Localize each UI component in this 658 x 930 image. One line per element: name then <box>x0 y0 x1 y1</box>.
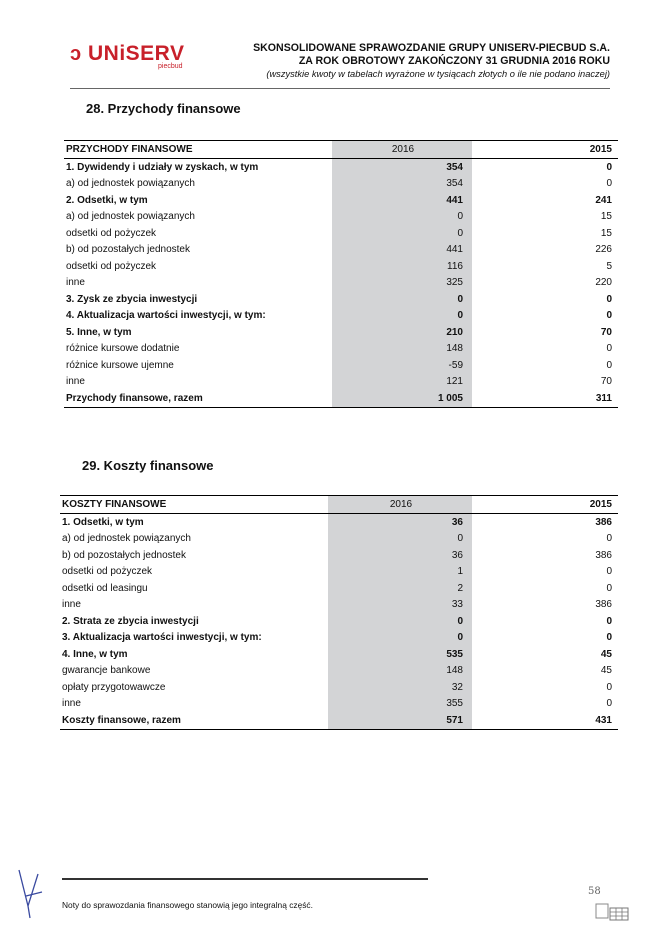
value-2016: 535 <box>328 646 472 663</box>
logo-subtext: piecbud <box>158 63 183 70</box>
table-row <box>60 712 618 729</box>
value-2016: 0 <box>328 613 472 630</box>
row-label: 5. Inne, w tym <box>66 326 132 338</box>
value-2016: -59 <box>332 357 472 374</box>
row-label: 4. Aktualizacja wartości inwestycji, w tym: <box>66 310 266 322</box>
value-2016: 148 <box>332 341 472 358</box>
table-row <box>64 324 618 341</box>
value-2015: 0 <box>606 582 612 594</box>
table-header-row <box>64 141 618 159</box>
header-line-1: SKONSOLIDOWANE SPRAWOZDANIE GRUPY UNISERV-PIECBUD S.A. <box>253 42 610 54</box>
table-header-2016: 2016 <box>332 141 472 159</box>
document-header <box>190 42 610 80</box>
value-2015: 15 <box>600 211 612 223</box>
value-2016: 2 <box>328 580 472 597</box>
value-2015: 0 <box>606 681 612 693</box>
value-2016: 210 <box>332 324 472 341</box>
value-2016: 0 <box>332 308 472 325</box>
value-2016: 36 <box>328 547 472 564</box>
section-28-title: 28. Przychody finansowe <box>86 101 241 116</box>
value-2015: 386 <box>595 599 612 611</box>
costs-table <box>60 495 618 730</box>
table-row <box>64 159 618 176</box>
value-2015: 241 <box>595 194 612 206</box>
row-label: 1. Odsetki, w tym <box>62 516 144 528</box>
table-row <box>60 514 618 531</box>
value-2015: 45 <box>600 665 612 677</box>
header-divider <box>70 88 610 89</box>
table-header-row <box>60 496 618 514</box>
footer-note: Noty do sprawozdania finansowego stanowią jego integralną część. <box>62 900 313 910</box>
row-label: 1. Dywidendy i udziały w zyskach, w tym <box>66 161 259 173</box>
value-2016: 354 <box>332 159 472 176</box>
value-2016: 148 <box>328 663 472 680</box>
table-row <box>60 663 618 680</box>
value-2015: 5 <box>606 260 612 272</box>
table-row <box>64 176 618 193</box>
table-row <box>60 547 618 564</box>
table-row <box>60 597 618 614</box>
value-2015: 220 <box>595 277 612 289</box>
value-2016: 0 <box>332 209 472 226</box>
row-label: a) od jednostek powiązanych <box>62 533 191 545</box>
value-2015: 226 <box>595 244 612 256</box>
value-2015: 0 <box>606 359 612 371</box>
value-2016: 116 <box>332 258 472 275</box>
table-row <box>64 258 618 275</box>
value-2016: 1 005 <box>332 390 472 407</box>
value-2015: 70 <box>600 376 612 388</box>
value-2015: 0 <box>606 161 612 173</box>
section-29-title: 29. Koszty finansowe <box>82 458 214 473</box>
value-2016: 1 <box>328 564 472 581</box>
row-label: b) od pozostałych jednostek <box>66 244 190 256</box>
value-2015: 0 <box>606 698 612 710</box>
row-label: 2. Strata ze zbycia inwestycji <box>62 615 199 627</box>
value-2015: 0 <box>606 293 612 305</box>
header-line-2: ZA ROK OBROTOWY ZAKOŃCZONY 31 GRUDNIA 2016 ROKU <box>298 55 610 67</box>
row-label: 2. Odsetki, w tym <box>66 194 148 206</box>
table-row <box>64 357 618 374</box>
row-label: różnice kursowe dodatnie <box>66 343 180 355</box>
row-label: inne <box>62 599 81 611</box>
value-2016: 32 <box>328 679 472 696</box>
stamp-mark <box>592 900 632 922</box>
value-2016: 0 <box>332 225 472 242</box>
logo-swirl-icon: ↄ <box>70 43 82 65</box>
value-2016: 0 <box>328 630 472 647</box>
value-2016: 0 <box>332 291 472 308</box>
value-2015: 0 <box>606 615 612 627</box>
value-2015: 70 <box>600 326 612 338</box>
value-2016: 354 <box>332 176 472 193</box>
row-label: odsetki od pożyczek <box>66 227 157 239</box>
table-row <box>64 242 618 259</box>
value-2015: 0 <box>606 310 612 322</box>
table-header-2015: 2015 <box>472 141 618 159</box>
row-label: Przychody finansowe, razem <box>64 390 332 407</box>
row-label: a) od jednostek powiązanych <box>66 178 195 190</box>
value-2015: 0 <box>606 343 612 355</box>
row-label: inne <box>62 698 81 710</box>
table-row <box>60 679 618 696</box>
header-note: (wszystkie kwoty w tabelach wyrażone w tysiącach złotych o ile nie podano inaczej) <box>266 69 610 79</box>
value-2016: 441 <box>332 192 472 209</box>
value-2015: 386 <box>595 549 612 561</box>
table-row <box>64 374 618 391</box>
value-2016: 571 <box>328 712 472 729</box>
row-label: inne <box>66 376 85 388</box>
row-label: 4. Inne, w tym <box>62 648 128 660</box>
value-2015: 386 <box>595 516 612 528</box>
row-label: a) od jednostek powiązanych <box>66 211 195 223</box>
value-2016: 0 <box>328 531 472 548</box>
value-2016: 325 <box>332 275 472 292</box>
table-row <box>60 646 618 663</box>
table-row <box>64 275 618 292</box>
value-2015: 0 <box>606 178 612 190</box>
logo-text: UNiSERV <box>88 42 185 65</box>
value-2016: 441 <box>332 242 472 259</box>
signature-mark <box>16 866 46 920</box>
value-2015: 0 <box>606 632 612 644</box>
table-row <box>60 696 618 713</box>
row-label: Koszty finansowe, razem <box>60 712 328 729</box>
table-row <box>60 564 618 581</box>
row-label: gwarancje bankowe <box>62 665 151 677</box>
footer-divider <box>62 878 428 880</box>
value-2015: 0 <box>606 533 612 545</box>
row-label: różnice kursowe ujemne <box>66 359 174 371</box>
row-label: odsetki od pożyczek <box>62 566 153 578</box>
row-label: inne <box>66 277 85 289</box>
page-number: 58 <box>588 886 601 897</box>
table-row <box>60 630 618 647</box>
value-2016: 121 <box>332 374 472 391</box>
table-row <box>60 531 618 548</box>
table-row <box>64 308 618 325</box>
value-2015: 311 <box>472 390 618 407</box>
value-2016: 355 <box>328 696 472 713</box>
table-header-label: PRZYCHODY FINANSOWE <box>64 141 332 159</box>
table-row <box>64 192 618 209</box>
value-2015: 431 <box>472 712 618 729</box>
row-label: 3. Zysk ze zbycia inwestycji <box>66 293 198 305</box>
row-label: b) od pozostałych jednostek <box>62 549 186 561</box>
value-2015: 45 <box>600 648 612 660</box>
table-row <box>60 580 618 597</box>
row-label: odsetki od leasingu <box>62 582 148 594</box>
value-2015: 15 <box>600 227 612 239</box>
table-header-label: KOSZTY FINANSOWE <box>60 496 328 514</box>
company-logo <box>70 40 210 76</box>
row-label: odsetki od pożyczek <box>66 260 157 272</box>
table-row <box>64 209 618 226</box>
table-row <box>64 291 618 308</box>
row-label: 3. Aktualizacja wartości inwestycji, w tym: <box>62 632 262 644</box>
table-row <box>64 390 618 407</box>
value-2016: 33 <box>328 597 472 614</box>
value-2016: 36 <box>328 514 472 531</box>
table-row <box>64 225 618 242</box>
row-label: opłaty przygotowawcze <box>62 681 166 693</box>
table-row <box>60 613 618 630</box>
table-row <box>64 341 618 358</box>
value-2015: 0 <box>606 566 612 578</box>
table-header-2015: 2015 <box>472 496 618 514</box>
table-header-2016: 2016 <box>328 496 472 514</box>
income-table <box>64 140 618 408</box>
